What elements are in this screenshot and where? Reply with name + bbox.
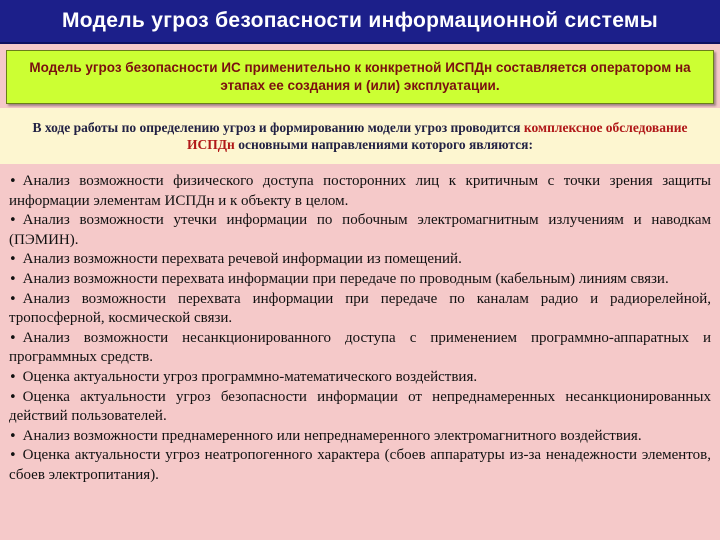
bullet-icon: • [9,389,17,405]
bullet-icon: • [9,330,17,346]
bullet-icon: • [9,291,17,307]
list-item [9,329,711,368]
intro-text-after: основными направлениями которого являются: [234,137,533,152]
list-item [9,172,711,211]
list-item-text: Анализ возможности преднамеренного или непреднамеренного электромагнитного воздействия. [22,427,642,444]
intro-highlight: комплексное обследование ИСПДн [187,120,688,152]
list-item-text: Анализ возможности перехвата речевой информации из помещений. [22,251,462,268]
intro-text [0,119,720,153]
intro-box [0,108,720,164]
list-item [9,270,711,290]
bullet-icon: • [9,174,17,189]
list-item [9,446,711,485]
bullet-icon: • [9,428,17,444]
list-item-text: Оценка актуальности угроз неатропогенного характера (сбоев аппаратуры из-за ненадежности элементов, сбоев электропитания). [9,447,711,483]
list-item [9,211,711,250]
list-item-text: Оценка актуальности угроз безопасности информации от непреднамеренных несанкционированных действий пользователей. [9,388,711,425]
bullet-icon: • [9,271,17,287]
definition-text: Модель угроз безопасности ИС применительно к конкретной ИСПДн составляется оператором на этапах ее создания и (или) эксплуатации. [29,60,691,93]
list-item [9,290,711,329]
page-title: Модель угроз безопасности информационной системы [61,9,658,32]
list-item-text: Анализ возможности физического доступа посторонних лиц к критичным с точки зрения защиты информации элементам ИСПДн и к объекту в целом. [9,173,711,209]
list-item-text: Оценка актуальности угроз программно-математического воздействия. [22,368,478,385]
bullet-icon: • [9,369,17,385]
list-item-text: Анализ возможности перехвата информации при передаче по проводным (кабельным) линиям связи. [22,270,669,287]
title-bar [0,0,720,44]
bullet-icon: • [9,213,17,229]
directions-list [9,172,711,486]
directions-list-area [0,168,720,540]
list-item-text: Анализ возможности перехвата информации при передаче по каналам радио и радиорелейной, тропосферной, космической связи. [9,290,711,327]
list-item [9,427,711,447]
intro-text-before: В ходе работы по определению угроз и формированию модели угроз проводится [32,120,524,135]
definition-box [6,50,714,104]
list-item-text: Анализ возможности утечки информации по побочным электромагнитным излучениям и наводкам (ПЭМИН). [9,212,711,248]
list-item [9,250,711,270]
list-item-text: Анализ возможности несанкционированного доступа с применением программно-аппаратных и программных средств. [9,329,711,366]
bullet-icon: • [9,252,17,268]
list-item [9,388,711,427]
list-item [9,368,711,388]
bullet-icon: • [9,448,17,464]
